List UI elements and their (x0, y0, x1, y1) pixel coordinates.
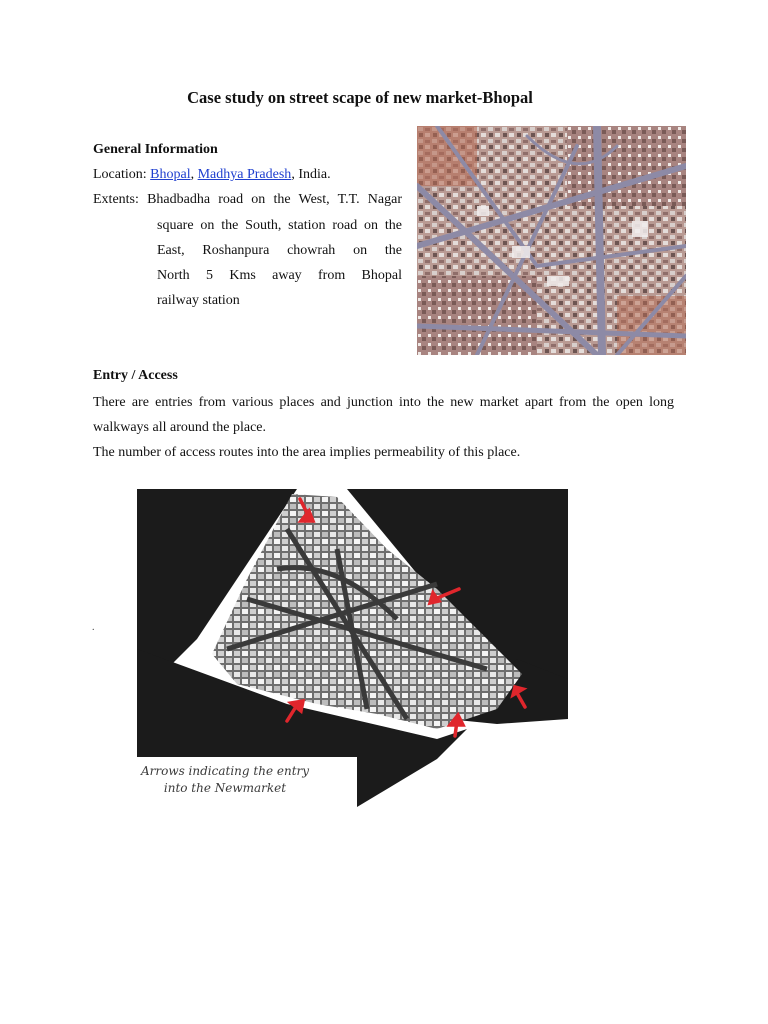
madhya-pradesh-link[interactable]: Madhya Pradesh (197, 167, 292, 182)
stray-marker: . (92, 622, 95, 633)
location-prefix: Location: (93, 167, 151, 182)
general-information-heading: General Information (93, 142, 218, 157)
entry-paragraph-2: The number of access routes into the area implies permeability of this place. (93, 445, 521, 460)
extents-line-3: East, Roshanpura chowrah on the (157, 243, 402, 258)
bhopal-link[interactable]: Bhopal (150, 167, 191, 182)
entry-map-figure (137, 489, 568, 807)
satellite-map-image (417, 126, 686, 355)
location-line (93, 167, 331, 183)
entry-paragraph-1: There are entries from various places and junction into the new market apart from the open long walkways all around the place. (93, 395, 674, 435)
extents-line-2: square on the South, station road on the (157, 218, 402, 233)
page-title: Case study on street scape of new market-Bhopal (187, 88, 533, 107)
location-separator: , (190, 167, 198, 182)
map-caption-line-1: Arrows indicating the entry (140, 764, 310, 778)
map-caption (140, 763, 310, 797)
extents-line-1: Extents: Bhadbadha road on the West, T.T. Nagar (93, 192, 402, 207)
extents-line-5: railway station (157, 293, 240, 308)
entry-access-heading: Entry / Access (93, 368, 178, 383)
location-suffix: , India. (291, 167, 331, 182)
map-caption-line-2: into the Newmarket (163, 781, 287, 795)
extents-line-4: North 5 Kms away from Bhopal (157, 268, 402, 283)
